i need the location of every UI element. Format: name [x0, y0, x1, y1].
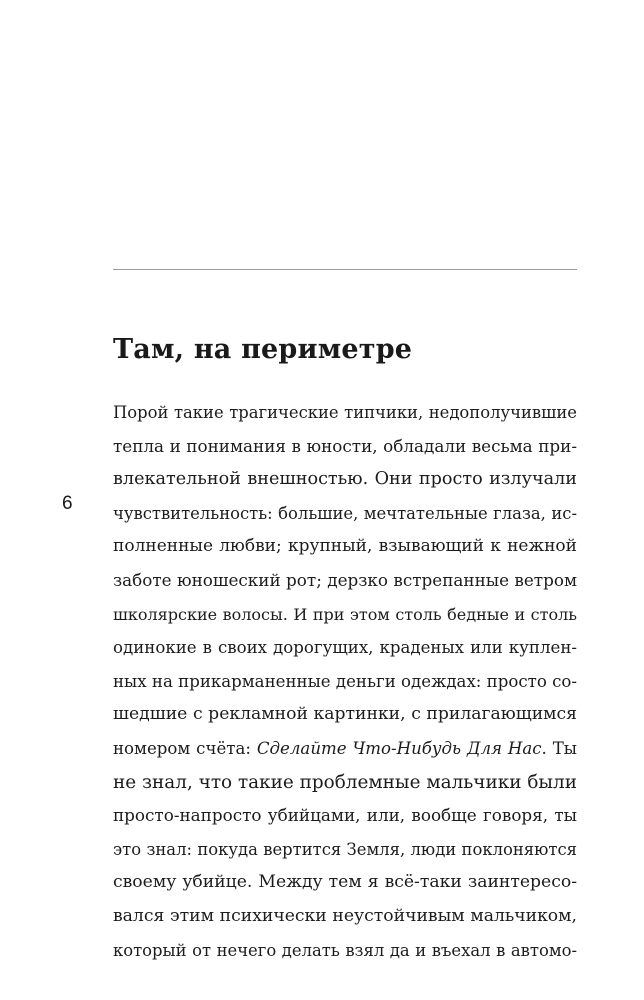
- text-line: чувствительность: большие, мечтательные глаза, ис-: [113, 503, 577, 523]
- text-line: это знал: покуда вертится Земля, люди поклоняются: [113, 839, 577, 859]
- text-line: просто-напросто убийцами, или, вообще говоря, ты: [113, 805, 577, 826]
- text-line: заботе юношеский рот; дерзко встрепанные ветром: [113, 569, 577, 590]
- text-line: Порой такие трагические типчики, недополучившие: [113, 403, 577, 422]
- text-run: . Ты: [541, 738, 577, 758]
- text-line: своему убийце. Между тем я всё-таки заинтересо-: [113, 872, 577, 893]
- text-line: одинокие в своих дорогущих, краденых или куплен-: [113, 638, 577, 658]
- italic-phrase: Сделайте Что-Нибудь Для Нас: [256, 738, 542, 758]
- text-line-with-italic: [113, 732, 577, 766]
- text-line: который от нечего делать взял да и въехал в автомо-: [113, 940, 577, 960]
- text-line: влекательной внешностью. Они просто излучали: [113, 469, 577, 490]
- text-line: школярские волосы. И при этом столь бедные и столь: [113, 604, 577, 624]
- text-run: номером счёта:: [113, 738, 257, 758]
- page-number: 6: [62, 493, 73, 514]
- chapter-title: Там, на периметре: [113, 334, 413, 365]
- chapter-divider-rule: [113, 269, 577, 270]
- body-text: [113, 396, 577, 967]
- text-line: не знал, что такие проблемные мальчики были: [113, 771, 577, 793]
- text-line: полненные любви; крупный, взывающий к нежной: [113, 536, 577, 557]
- text-line: вался этим психически неустойчивым мальчиком,: [113, 905, 577, 926]
- text-line: тепла и понимания в юности, обладали весьма при-: [113, 435, 577, 456]
- text-line: шедшие с рекламной картинки, с прилагающимся: [113, 704, 577, 725]
- text-line: ных на прикарманенные деньги одеждах: просто со-: [113, 671, 577, 691]
